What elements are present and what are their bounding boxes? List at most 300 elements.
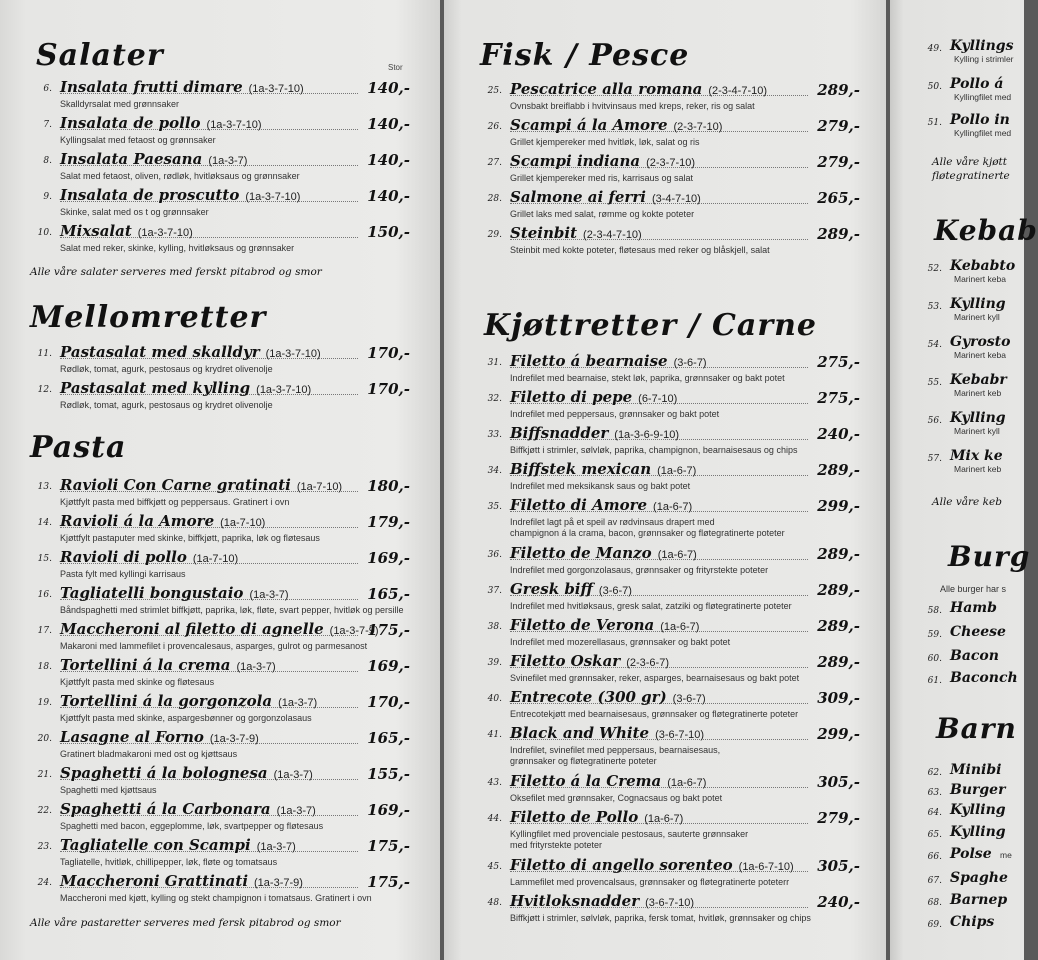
- item-number: 52.: [927, 264, 942, 274]
- item-name: [60, 584, 289, 602]
- item-description: Kjøttfylt pasta med skinke, aspargesbønner og gorgonzolasaus: [60, 713, 312, 723]
- item-price: 175,-: [367, 621, 410, 639]
- item-name-text: Filetto de Pollo: [510, 808, 639, 826]
- allergen-code: (1a-6-7): [644, 813, 684, 825]
- item-name-text: Insalata Paesana: [60, 150, 203, 168]
- menu-item-header: [480, 80, 860, 101]
- item-price: 180,-: [367, 477, 410, 495]
- item-number: 36.: [487, 550, 502, 560]
- item-price: 279,-: [817, 153, 860, 171]
- item-description-cont: champignon á la crama, bacon, grønnsaker og fløtegratinerte poteter: [510, 528, 785, 538]
- allergen-code: (2-3-4-7-10): [583, 229, 642, 241]
- item-name: [510, 652, 669, 670]
- item-description: Rødløk, tomat, agurk, pestosaus og krydret olivenolje: [60, 400, 273, 410]
- item-number: 33.: [487, 430, 502, 440]
- allergen-code: (1a-3-7): [208, 155, 248, 167]
- section-heading-burger: Burg: [948, 540, 1031, 573]
- burger-subtitle: Alle burger har s: [940, 584, 1007, 594]
- item-name-text: Spaghetti á la Carbonara: [60, 800, 271, 818]
- item-price: 279,-: [817, 809, 860, 827]
- item-name: Mix ke: [950, 448, 1003, 464]
- item-name-text: Filetto á bearnaise: [510, 352, 668, 370]
- item-number: 45.: [487, 862, 502, 872]
- item-description: Salat med fetaost, oliven, rødløk, hvitløksaus og grønnsaker: [60, 171, 300, 181]
- menu-item: [480, 652, 860, 686]
- item-price: 289,-: [817, 545, 860, 563]
- item-number: 40.: [487, 694, 502, 704]
- item-description: Kylling i strimler: [954, 54, 1014, 64]
- section-heading-barn: Barn: [936, 712, 1017, 745]
- salater-note: Alle våre salater serveres med ferskt pitabrod og smor: [30, 266, 322, 278]
- allergen-code: (2-3-7-10): [646, 157, 696, 169]
- item-number: 34.: [487, 466, 502, 476]
- item-price: 275,-: [817, 353, 860, 371]
- item-name-text: Black and White: [510, 724, 650, 742]
- item-price: 179,-: [367, 513, 410, 531]
- item-number: 12.: [37, 385, 52, 395]
- menu-item-header: [30, 379, 410, 400]
- item-description: Rødløk, tomat, agurk, pestosaus og krydret olivenolje: [60, 364, 273, 374]
- item-number: 15.: [37, 554, 52, 564]
- menu-item-header: [480, 152, 860, 173]
- item-name: [510, 152, 695, 170]
- item-number: 63.: [927, 788, 942, 798]
- menu-item-header: [480, 724, 860, 745]
- menu-item: [30, 656, 410, 690]
- allergen-code: (1a-7-10): [220, 517, 266, 529]
- item-description: Biffkjøtt i strimler, sølvløk, paprika, champignon, bearnaisesaus og chips: [510, 445, 798, 455]
- menu-item-header: [30, 584, 410, 605]
- item-description: Indrefilet lagt på et speil av rødvinsaus drapert med: [510, 517, 715, 527]
- menu-item-header: [30, 800, 410, 821]
- item-number: 53.: [927, 302, 942, 312]
- item-name-text: Filetto á la Crema: [510, 772, 662, 790]
- item-name: Pollo á: [950, 76, 1004, 92]
- menu-item-header: [30, 728, 410, 749]
- item-number: 16.: [37, 590, 52, 600]
- item-number: 38.: [487, 622, 502, 632]
- item-name-text: Scampi indiana: [510, 152, 641, 170]
- menu-page-right: [890, 0, 1038, 960]
- item-name: [510, 724, 704, 742]
- menu-item-header: [30, 692, 410, 713]
- menu-item-header: [30, 836, 410, 857]
- item-name: [60, 476, 342, 494]
- menu-item: [30, 548, 410, 582]
- allergen-code: (3-6-7): [672, 693, 706, 705]
- item-number: 67.: [927, 876, 942, 886]
- item-name: [60, 343, 321, 361]
- item-name-text: Filetto di Amore: [510, 496, 648, 514]
- allergen-code: (1a-6-7): [660, 621, 700, 633]
- size-label: Stor: [388, 63, 403, 72]
- allergen-code: (1a-3-7): [276, 805, 316, 817]
- item-number: 10.: [37, 228, 52, 238]
- allergen-code: (1a-3-6-9-10): [614, 429, 680, 441]
- item-name: [510, 116, 722, 134]
- item-number: 39.: [487, 658, 502, 668]
- allergen-code: (3-6-7-10): [645, 897, 695, 909]
- item-number: 17.: [37, 626, 52, 636]
- section-heading-mellomretter: Mellomretter: [30, 300, 267, 335]
- allergen-code: (1a-3-7-10): [256, 384, 312, 396]
- menu-item: [30, 186, 410, 220]
- menu-item-header: [480, 352, 860, 373]
- item-number: 57.: [927, 454, 942, 464]
- item-price: 305,-: [817, 773, 860, 791]
- item-price: 169,-: [367, 549, 410, 567]
- item-name-text: Steinbit: [510, 224, 578, 242]
- menu-item-header: [480, 188, 860, 209]
- item-price: 240,-: [817, 425, 860, 443]
- item-name: Minibi: [950, 762, 1002, 778]
- item-description: Maccheroni med kjøtt, kylling og stekt champignon i tomatsaus. Gratinert i ovn: [60, 893, 372, 903]
- allergen-code: (2-3-7-10): [673, 121, 723, 133]
- allergen-code: (3-6-7-10): [655, 729, 705, 741]
- item-name: Polse: [950, 846, 992, 862]
- menu-item-header: [30, 222, 410, 243]
- item-description: Spaghetti med kjøttsaus: [60, 785, 157, 795]
- item-name: [510, 772, 706, 790]
- item-number: 7.: [43, 120, 52, 130]
- menu-item-header: [480, 856, 860, 877]
- item-price: 170,-: [367, 344, 410, 362]
- item-name: [510, 460, 696, 478]
- menu-item: [30, 800, 410, 834]
- item-price: 155,-: [367, 765, 410, 783]
- allergen-code: (1a-3-7-10): [265, 348, 321, 360]
- allergen-code: (3-6-7): [673, 357, 707, 369]
- item-price: 170,-: [367, 380, 410, 398]
- item-name-text: Spaghetti á la bolognesa: [60, 764, 268, 782]
- item-price: 140,-: [367, 187, 410, 205]
- item-name: [510, 80, 767, 98]
- item-price: 240,-: [817, 893, 860, 911]
- allergen-code: (1a-3-7-10): [248, 83, 304, 95]
- menu-item: [30, 692, 410, 726]
- item-name-text: Insalata frutti dimare: [60, 78, 243, 96]
- item-description: Makaroni med lammefilet i provencalesaus, asparges, gulrot og parmesanost: [60, 641, 368, 651]
- menu-item: [30, 620, 410, 654]
- allergen-code: (1a-7-10): [192, 553, 239, 565]
- allergen-code: (1a-6-7): [657, 549, 697, 561]
- item-name: Kebabr: [950, 372, 1007, 388]
- item-name: Bacon: [950, 648, 999, 664]
- section-heading-fisk: Fisk / Pesce: [480, 38, 690, 73]
- item-name: [510, 616, 699, 634]
- item-name: [60, 186, 300, 204]
- item-price: 309,-: [817, 689, 860, 707]
- menu-item-header: [480, 616, 860, 637]
- item-name-text: Entrecote (300 gr): [510, 688, 667, 706]
- item-description: Salat med reker, skinke, kylling, hvitløksaus og grønnsaker: [60, 243, 295, 253]
- item-description: Kjøttfylt pasta med skinke og fløtesaus: [60, 677, 215, 687]
- menu-item: [480, 808, 860, 850]
- item-name-text: Maccheroni al filetto di agnelle: [60, 620, 324, 638]
- item-number: 62.: [927, 768, 942, 778]
- item-number: 23.: [37, 842, 52, 852]
- item-name: [510, 388, 677, 406]
- item-number: 69.: [927, 920, 942, 930]
- menu-item: [480, 116, 860, 150]
- item-name: [510, 808, 683, 826]
- item-number: 59.: [927, 630, 942, 640]
- item-name: [60, 836, 296, 854]
- menu-item: [30, 114, 410, 148]
- item-name: Spaghe: [950, 870, 1008, 886]
- item-description: Lammefilet med provencalsaus, grønnsaker og fløtegratinerte poteterr: [510, 877, 790, 887]
- item-price: 165,-: [367, 729, 410, 747]
- kjott-note-line1: Alle våre kjøtt: [932, 156, 1007, 168]
- item-description: Kjøttfylt pastaputer med skinke, biffkjøtt, paprika, løk og fløtesaus: [60, 533, 320, 543]
- menu-item-header: [30, 78, 410, 99]
- item-number: 37.: [487, 586, 502, 596]
- allergen-code: (1a-6-7): [657, 465, 697, 477]
- item-price: 275,-: [817, 389, 860, 407]
- item-price: 289,-: [817, 81, 860, 99]
- section-heading-pasta: Pasta: [30, 430, 127, 465]
- menu-item-header: [480, 224, 860, 245]
- item-name-text: Tortellini á la gorgonzola: [60, 692, 273, 710]
- item-description: Marinert kyll: [954, 312, 1000, 322]
- menu-item: [30, 764, 410, 798]
- item-description: Marinert keb: [954, 388, 1002, 398]
- item-name: [510, 688, 706, 706]
- allergen-code: (1a-3-7): [273, 769, 313, 781]
- item-name: [510, 580, 632, 598]
- menu-item: [480, 772, 860, 806]
- item-description: Kyllingsalat med fetaost og grønnsaker: [60, 135, 216, 145]
- item-name: Gyrosto: [950, 334, 1011, 350]
- item-name-text: Hvitloksnadder: [510, 892, 640, 910]
- menu-item-header: [480, 116, 860, 137]
- item-description: Indrefilet med mozerellasaus, grønnsaker og bakt potet: [510, 637, 731, 647]
- menu-page-left: [0, 0, 440, 960]
- item-name-text: Pastasalat med kylling: [60, 379, 251, 397]
- kjott-note-line2: fløtegratinerte: [932, 170, 1010, 182]
- menu-item: [480, 892, 860, 926]
- allergen-code: (1a-6-7): [667, 777, 707, 789]
- item-name: [60, 728, 259, 746]
- item-number: 44.: [487, 814, 502, 824]
- item-number: 14.: [37, 518, 52, 528]
- item-description: Grillet kjempereker med hvitløk, løk, salat og ris: [510, 137, 700, 147]
- item-name: [510, 188, 701, 206]
- item-description: Marinert kyll: [954, 426, 1000, 436]
- item-number: 27.: [487, 158, 502, 168]
- menu-item-header: [480, 808, 860, 829]
- menu-item-header: [480, 652, 860, 673]
- item-number: 31.: [487, 358, 502, 368]
- item-number: 64.: [927, 808, 942, 818]
- menu-item-header: [30, 656, 410, 677]
- item-description: Tagliatelle, hvitløk, chillipepper, løk, fløte og tomatsaus: [60, 857, 278, 867]
- item-description: Indrefilet med gorgonzolasaus, grønnsaker og frityrstekte poteter: [510, 565, 769, 575]
- item-number: 21.: [37, 770, 52, 780]
- kebab-note: Alle våre keb: [932, 496, 1002, 508]
- menu-item: [30, 343, 410, 377]
- section-heading-kebab: Kebab: [934, 214, 1038, 247]
- item-name-text: Insalata de pollo: [60, 114, 201, 132]
- menu-item-header: [480, 544, 860, 565]
- item-name: [510, 496, 692, 514]
- allergen-code: (1a-3-7-10): [206, 119, 262, 131]
- item-name-text: Filetto de Manzo: [510, 544, 652, 562]
- item-number: 43.: [487, 778, 502, 788]
- item-name: [60, 548, 238, 566]
- menu-item-header: [30, 343, 410, 364]
- menu-item-header: [480, 388, 860, 409]
- item-name: [510, 892, 694, 910]
- item-price: 289,-: [817, 653, 860, 671]
- menu-item-header: [30, 186, 410, 207]
- item-number: 24.: [37, 878, 52, 888]
- item-number: 60.: [927, 654, 942, 664]
- item-name-text: Lasagne al Forno: [60, 728, 204, 746]
- item-price: 175,-: [367, 873, 410, 891]
- menu-item: [480, 496, 860, 538]
- item-name-text: Pastasalat med skalldyr: [60, 343, 260, 361]
- allergen-code: (3-6-7): [598, 585, 632, 597]
- item-name: [510, 544, 697, 562]
- menu-item: [480, 152, 860, 186]
- menu-item: [30, 78, 410, 112]
- item-name: Kylling: [950, 802, 1006, 818]
- item-name-text: Tortellini á la crema: [60, 656, 231, 674]
- item-description: Skalldyrsalat med grønnsaker: [60, 99, 180, 109]
- allergen-code: (1a-3-7-9): [254, 877, 303, 889]
- item-description-cont: grønnsaker og fløtegratinerte poteter: [510, 756, 657, 766]
- item-price: 140,-: [367, 79, 410, 97]
- allergen-code: (1a-3-7-10): [245, 191, 301, 203]
- menu-page-middle: [444, 0, 886, 960]
- menu-item: [480, 188, 860, 222]
- item-name: [510, 424, 679, 442]
- item-number: 48.: [487, 898, 502, 908]
- item-number: 20.: [37, 734, 52, 744]
- item-number: 49.: [927, 44, 942, 54]
- item-number: 66.: [927, 852, 942, 862]
- menu-item: [30, 836, 410, 870]
- item-number: 41.: [487, 730, 502, 740]
- allergen-code: (1a-3-7): [278, 697, 318, 709]
- menu-item: [480, 460, 860, 494]
- item-name: Kebabto: [950, 258, 1016, 274]
- menu-item: [30, 222, 410, 256]
- item-number: 35.: [487, 502, 502, 512]
- item-price: 305,-: [817, 857, 860, 875]
- item-name: [60, 764, 313, 782]
- menu-item-header: [30, 764, 410, 785]
- menu-item: [30, 872, 410, 906]
- menu-item-header: [480, 460, 860, 481]
- item-price: 289,-: [817, 461, 860, 479]
- item-name-text: Filetto de Verona: [510, 616, 655, 634]
- menu-item: [480, 688, 860, 722]
- allergen-code: (1a-3-7-10): [137, 227, 193, 239]
- item-description: Indrefilet med meksikansk saus og bakt potet: [510, 481, 691, 491]
- item-price: 299,-: [817, 497, 860, 515]
- item-description: Kyllingfilet med provenciale pestosaus, sauterte grønnsaker: [510, 829, 749, 839]
- item-price: 289,-: [817, 617, 860, 635]
- item-price: 279,-: [817, 117, 860, 135]
- item-number: 13.: [37, 482, 52, 492]
- menu-item: [480, 424, 860, 458]
- item-name-text: Maccheroni Grattinati: [60, 872, 249, 890]
- item-name: Baconch: [950, 670, 1018, 686]
- item-suffix: me: [1000, 850, 1012, 860]
- allergen-code: (3-4-7-10): [651, 193, 701, 205]
- menu-item-header: [30, 872, 410, 893]
- item-name: Hamb: [950, 600, 997, 616]
- menu-item: [480, 80, 860, 114]
- menu-item-header: [30, 114, 410, 135]
- item-number: 11.: [37, 349, 52, 359]
- menu-item-header: [480, 580, 860, 601]
- item-description: Indrefilet, svinefilet med peppersaus, bearnaisesaus,: [510, 745, 721, 755]
- item-description: Grillet laks med salat, rømme og kokte poteter: [510, 209, 695, 219]
- menu-item-header: [30, 150, 410, 171]
- item-name: [510, 224, 642, 242]
- allergen-code: (1a-7-10): [296, 481, 343, 493]
- item-price: 175,-: [367, 837, 410, 855]
- item-name-text: Salmone ai ferri: [510, 188, 646, 206]
- item-name: Burger: [950, 782, 1006, 798]
- item-description: Marinert keb: [954, 464, 1002, 474]
- item-name-text: Filetto Oskar: [510, 652, 621, 670]
- item-description: Kjøttfylt pasta med biffkjøtt og peppersaus. Gratinert i ovn: [60, 497, 290, 507]
- allergen-code: (1a-3-7): [249, 589, 289, 601]
- item-number: 22.: [37, 806, 52, 816]
- menu-item-header: [30, 476, 410, 497]
- item-number: 8.: [43, 156, 52, 166]
- item-description: Kyllingfilet med: [954, 128, 1012, 138]
- item-price: 169,-: [367, 657, 410, 675]
- item-description: Pasta fylt med kyllingi karrisaus: [60, 569, 186, 579]
- item-description: Oksefilet med grønnsaker, Cognacsaus og bakt potet: [510, 793, 723, 803]
- menu-item: [30, 512, 410, 546]
- item-number: 68.: [927, 898, 942, 908]
- item-name: [60, 800, 316, 818]
- item-price: 165,-: [367, 585, 410, 603]
- pasta-note: Alle våre pastaretter serveres med fersk pitabrod og smor: [30, 917, 341, 929]
- item-description: Gratinert bladmakaroni med ost og kjøttsaus: [60, 749, 238, 759]
- item-name: [60, 150, 247, 168]
- item-price: 140,-: [367, 151, 410, 169]
- menu-item-header: [30, 512, 410, 533]
- allergen-code: (2-3-4-7-10): [708, 85, 768, 97]
- item-name-text: Biffsnadder: [510, 424, 609, 442]
- allergen-code: (1a-6-7): [653, 501, 693, 513]
- item-name: Kylling: [950, 410, 1006, 426]
- menu-item-header: [480, 772, 860, 793]
- item-price: 299,-: [817, 725, 860, 743]
- item-description: Svinefilet med grønnsaker, reker, asparges, bearnaisesaus og bakt potet: [510, 673, 800, 683]
- item-description: Spaghetti med bacon, eggeplomme, løk, svartpepper og fløtesaus: [60, 821, 324, 831]
- item-name-text: Tagliatelle con Scampi: [60, 836, 251, 854]
- item-name: [60, 656, 276, 674]
- item-name-text: Scampi á la Amore: [510, 116, 668, 134]
- item-description: Ovnsbakt breiflabb i hvitvinsaus med kreps, reker, ris og salat: [510, 101, 755, 111]
- item-price: 169,-: [367, 801, 410, 819]
- item-price: 289,-: [817, 225, 860, 243]
- item-description: Grillet kjempereker med ris, karrisaus og salat: [510, 173, 694, 183]
- item-name-text: Filetto di angello sorenteo: [510, 856, 733, 874]
- item-name: [60, 379, 311, 397]
- item-number: 51.: [927, 118, 942, 128]
- menu-item-header: [480, 688, 860, 709]
- allergen-code: (1a-3-7-9): [329, 625, 379, 637]
